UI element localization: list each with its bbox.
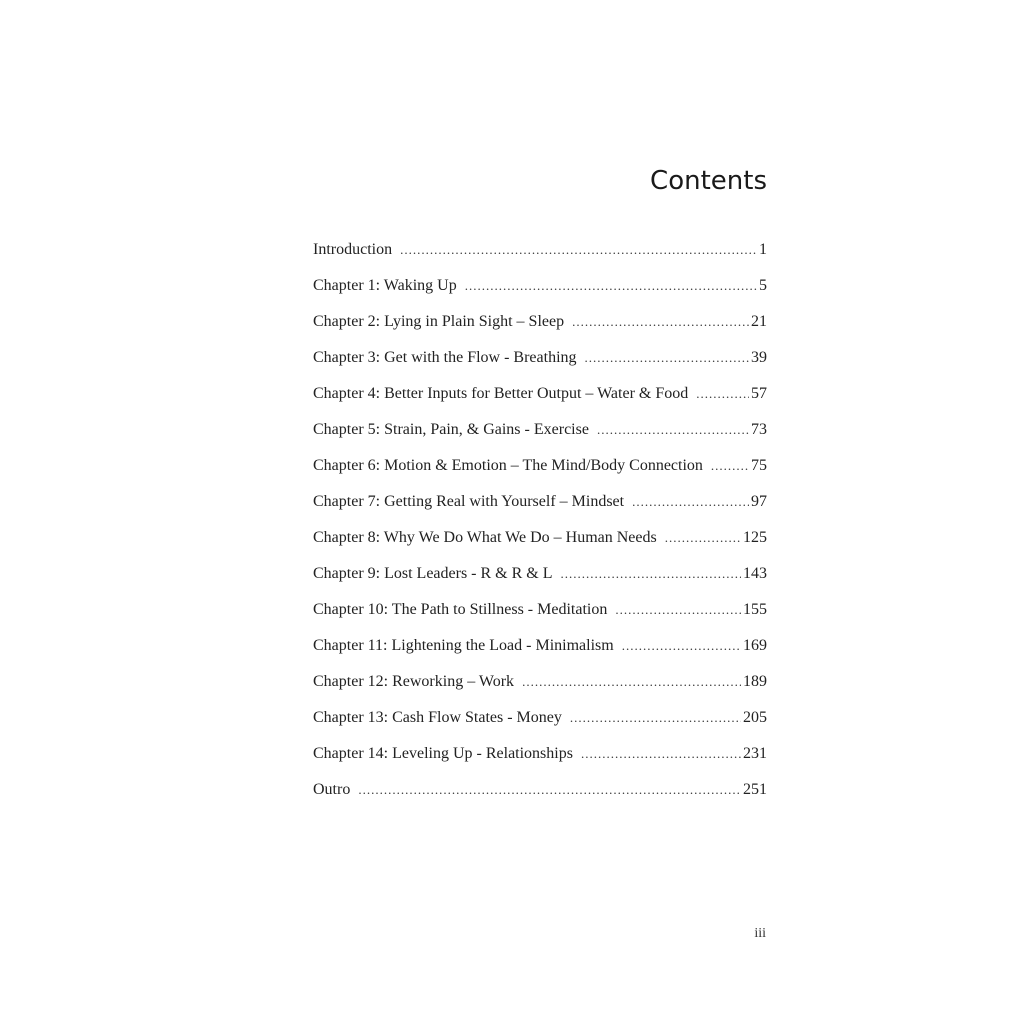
dot-leader [615,602,741,618]
entry-page-number: 39 [751,349,767,366]
page-number-folio: iii [754,926,766,941]
toc-entry-chapter-4 [313,385,767,421]
entry-label: Chapter 11: Lightening the Load - Minimalism [313,637,614,654]
entry-label: Chapter 2: Lying in Plain Sight – Sleep [313,313,565,330]
dot-leader [572,314,749,330]
entry-page-number: 21 [751,313,767,330]
entry-page-number: 125 [743,529,767,546]
dot-leader [581,746,741,762]
entry-label: Chapter 14: Leveling Up - Relationships [313,745,573,762]
entry-page-number: 75 [751,457,767,474]
dot-leader [696,386,749,402]
entry-label: Chapter 10: The Path to Stillness - Meditation [313,601,608,618]
toc-entry-chapter-13 [313,709,767,745]
toc-entry-introduction [313,241,767,277]
toc-entry-chapter-6 [313,457,767,493]
entry-label: Chapter 12: Reworking – Work [313,673,515,690]
toc-entry-chapter-9 [313,565,767,601]
toc-entry-chapter-5 [313,421,767,457]
entry-label: Chapter 3: Get with the Flow - Breathing [313,349,577,366]
entry-label: Chapter 4: Better Inputs for Better Output – Water & Food [313,385,689,402]
contents-heading: Contents [650,166,767,196]
dot-leader [711,458,749,474]
toc-entry-chapter-2 [313,313,767,349]
dot-leader [585,350,749,366]
entry-label: Chapter 5: Strain, Pain, & Gains - Exercise [313,421,589,438]
entry-page-number: 143 [743,565,767,582]
toc-entry-outro [313,781,767,817]
toc-entry-chapter-11 [313,637,767,673]
entry-label: Outro [313,781,351,798]
toc-entry-chapter-3 [313,349,767,385]
entry-page-number: 1 [759,241,767,258]
entry-page-number: 57 [751,385,767,402]
dot-leader [561,566,741,582]
entry-page-number: 251 [743,781,767,798]
entry-label: Chapter 1: Waking Up [313,277,457,294]
toc-entry-chapter-1 [313,277,767,313]
entry-page-number: 73 [751,421,767,438]
toc-entry-chapter-10 [313,601,767,637]
dot-leader [622,638,741,654]
entry-page-number: 189 [743,673,767,690]
entry-label: Chapter 9: Lost Leaders - R & R & L [313,565,553,582]
entry-label: Chapter 6: Motion & Emotion – The Mind/Body Connection [313,457,703,474]
entry-page-number: 205 [743,709,767,726]
table-of-contents [313,241,767,817]
entry-label: Chapter 7: Getting Real with Yourself – Mindset [313,493,625,510]
dot-leader [358,782,741,798]
entry-label: Introduction [313,241,393,258]
dot-leader [400,242,757,258]
entry-label: Chapter 13: Cash Flow States - Money [313,709,562,726]
entry-label: Chapter 8: Why We Do What We Do – Human Needs [313,529,657,546]
dot-leader [522,674,741,690]
entry-page-number: 5 [759,277,767,294]
toc-entry-chapter-12 [313,673,767,709]
dot-leader [597,422,749,438]
toc-entry-chapter-14 [313,745,767,781]
entry-page-number: 97 [751,493,767,510]
entry-page-number: 231 [743,745,767,762]
dot-leader [570,710,741,726]
dot-leader [665,530,741,546]
entry-page-number: 169 [743,637,767,654]
dot-leader [465,278,757,294]
toc-entry-chapter-8 [313,529,767,565]
toc-entry-chapter-7 [313,493,767,529]
dot-leader [632,494,749,510]
entry-page-number: 155 [743,601,767,618]
